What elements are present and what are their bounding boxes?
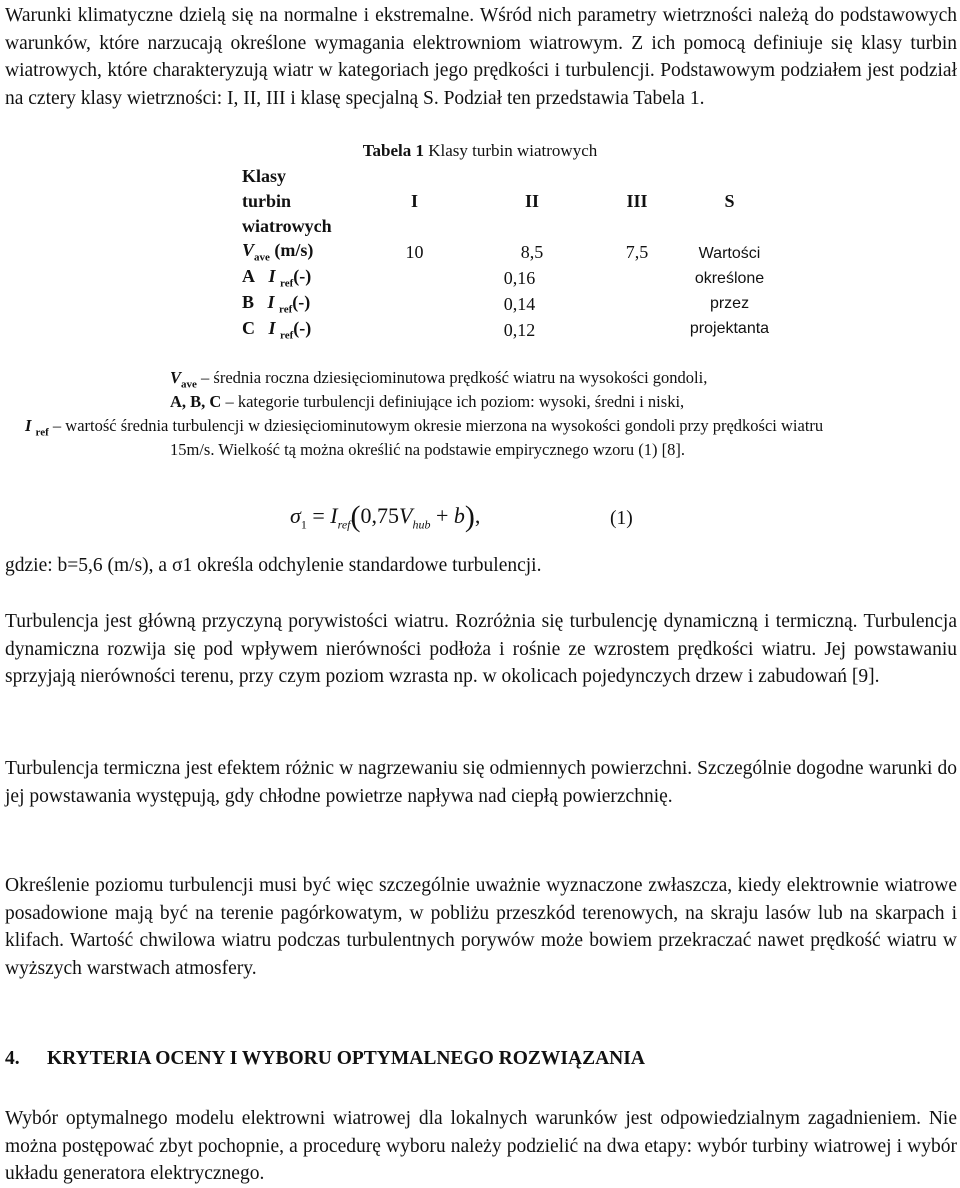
- section-number: 4.: [5, 1048, 20, 1069]
- col-header-II: II: [524, 191, 539, 211]
- vave-value-II: 8,5: [520, 241, 544, 262]
- iref-subscript: ref: [279, 303, 293, 316]
- iref-unit: (-): [293, 318, 312, 339]
- s-column-line: Wartości: [698, 245, 761, 262]
- iref-unit: (-): [293, 266, 312, 287]
- note-vave-subscript: ave: [181, 378, 197, 391]
- row-label-b: [238, 291, 367, 317]
- iref-subscript: ref: [280, 277, 294, 290]
- row-label-vave: [238, 239, 367, 265]
- note-abc-symbol: A, B, C: [170, 392, 222, 411]
- formula-V: V: [399, 503, 413, 528]
- class-letter: C: [242, 318, 255, 339]
- formula-open-paren: (: [350, 500, 361, 533]
- iref-symbol: I: [268, 318, 276, 339]
- note-iref-symbol: I: [25, 416, 32, 435]
- iref-symbol: I: [268, 266, 276, 287]
- paragraph-turbulence-thermal: Turbulencja termiczna jest efektem różnic w nagrzewaniu się odmiennych powierzchni. Szczególnie dogodne warunki do jej powstawania występują, gdy chłodne powietrze napływa nad ciepłą powierzchnię.: [5, 758, 957, 807]
- table-caption-label: Tabela 1: [362, 141, 424, 160]
- note-abc-text: – kategorie turbulencji definiujące ich poziom: wysoki, średni i niski,: [221, 392, 685, 411]
- iref-value-a: 0,16: [503, 267, 536, 288]
- row-label-a: [238, 265, 367, 291]
- gdzie-line: gdzie: b=5,6 (m/s), a σ1 określa odchylenie standardowe turbulencji.: [5, 555, 542, 576]
- formula-close-paren: ): [464, 500, 475, 533]
- header-label-line: wiatrowych: [242, 216, 332, 236]
- s-column-line: przez: [709, 295, 750, 312]
- formula-tail: ,: [474, 503, 481, 528]
- vave-symbol: V: [242, 240, 255, 261]
- formula-equals: =: [306, 503, 331, 528]
- turbine-class-table: [238, 164, 787, 343]
- table-header-row: [238, 164, 787, 239]
- note-abc: [170, 390, 684, 413]
- iref-symbol: I: [267, 292, 275, 313]
- header-label-cell: [238, 164, 367, 239]
- vave-unit: (m/s): [269, 240, 314, 261]
- formula-sigma: σ: [290, 503, 301, 528]
- s-column-note: [672, 239, 787, 343]
- iref-unit: (-): [292, 292, 311, 313]
- col-header-S: S: [724, 191, 735, 211]
- class-letter: A: [242, 266, 255, 287]
- s-column-line: określone: [694, 270, 765, 287]
- formula-sigma-subscript: 1: [300, 517, 307, 532]
- note-vave-text: – średnia roczna dziesięciominutowa prędkość wiatru na wysokości gondoli,: [196, 368, 708, 387]
- header-label-line: turbin: [242, 191, 292, 211]
- table-row-vave: [238, 239, 787, 265]
- paragraph-turbulence-dynamic: Turbulencja jest główną przyczyną porywistości wiatru. Rozróżnia się turbulencję dynamiczną i termiczną. Turbulencja dynamiczna rozwija się pod wpływem nierówności podłoża i rośnie ze wzrostem prędkości wiatru. Jej powstawaniu sprzyjają nierówności terenu, przy czym poziom wzrasta np. w okolicach pojedynczych drzew i zabudowań [9].: [5, 611, 957, 687]
- vave-value-III: 7,5: [625, 241, 649, 262]
- note-iref-continuation: 15m/s. Wielkość tą można określić na podstawie empirycznego wzoru (1) [8].: [170, 440, 685, 459]
- note-vave-symbol: V: [170, 368, 182, 387]
- header-label-line: Klasy: [242, 166, 287, 186]
- vave-subscript: ave: [254, 251, 270, 264]
- formula-V-subscript: hub: [412, 517, 431, 532]
- class-letter: B: [242, 292, 255, 313]
- formula-b: b: [453, 503, 465, 528]
- formula-coefficient: 0,75: [360, 503, 399, 528]
- col-header-I: I: [410, 191, 418, 211]
- formula-1: [290, 500, 480, 534]
- equation-number: (1): [610, 508, 633, 529]
- iref-value-c: 0,12: [503, 319, 536, 340]
- formula-I: I: [330, 503, 338, 528]
- s-column-line: projektanta: [689, 320, 770, 337]
- paragraph-turbulence-level: Określenie poziomu turbulencji musi być więc szczególnie uważnie wyznaczone zwłaszcza, kiedy elektrownie wiatrowe posadowione mają być na terenie pagórkowatym, w pobliżu przeszkód terenowych, na skraju lasów lub na skarpach i klifach. Wartość chwilowa wiatru podczas turbulentnych porywów może bowiem przekraczać nawet prędkość wiatru w wyższych warstwach atmosfery.: [5, 875, 957, 979]
- closing-paragraph: Wybór optymalnego modelu elektrowni wiatrowej dla lokalnych warunków jest odpowiedzialnym zagadnieniem. Nie można postępować zbyt pochopnie, a procedurę wyboru należy podzielić na dwa etapy: wybór turbiny wiatrowej i wybór układu generatora elektrycznego.: [5, 1108, 957, 1184]
- note-iref-text: – wartość średnia turbulencji w dziesięciominutowym okresie mierzona na wysokości gondoli przy prędkości wiatru: [48, 416, 824, 435]
- table-caption-text: Klasy turbin wiatrowych: [428, 141, 598, 160]
- intro-paragraph: Warunki klimatyczne dzielą się na normalne i ekstremalne. Wśród nich parametry wietrzności należą do podstawowych warunków, które narzucają określone wymagania elektrowniom wiatrowym. Z ich pomocą definiuje się klasy turbin wiatrowych, które charakteryzują wiatr w kategoriach jego prędkości i turbulencji. Podstawowym podziałem jest podział na cztery klasy wietrzności: I, II, III i klasę specjalną S. Podział ten przedstawia Tabela 1.: [5, 5, 957, 109]
- vave-value-I: 10: [405, 241, 424, 262]
- row-label-c: [238, 317, 367, 343]
- formula-plus: +: [430, 503, 454, 528]
- col-header-III: III: [626, 191, 648, 211]
- iref-value-b: 0,14: [503, 293, 536, 314]
- formula-I-subscript: ref: [337, 517, 351, 532]
- iref-subscript: ref: [280, 329, 294, 342]
- section-title: KRYTERIA OCENY I WYBORU OPTYMALNEGO ROZWIĄZANIA: [47, 1048, 645, 1069]
- section-heading: [5, 1048, 645, 1070]
- note-iref-subscript: ref: [35, 426, 49, 439]
- table-caption: [0, 141, 960, 161]
